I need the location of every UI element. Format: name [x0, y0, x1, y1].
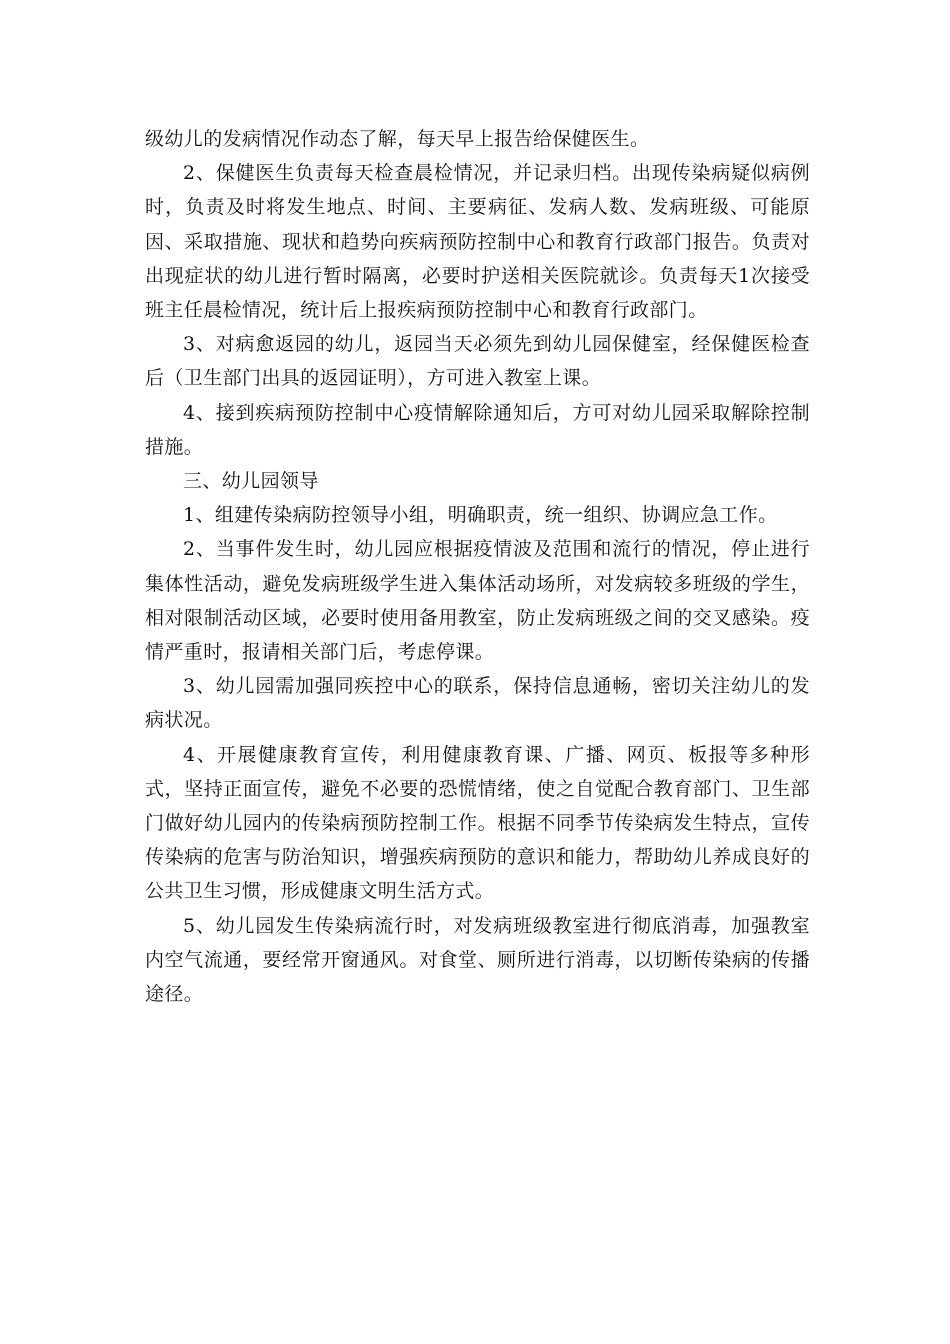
paragraph-leadership-item-5: 5、幼儿园发生传染病流行时，对发病班级教室进行彻底消毒，加强教室内空气流通，要经常开窗通风。对食堂、厕所进行消毒，以切断传染病的传播途径。: [145, 914, 810, 1006]
document-body: [145, 122, 810, 1011]
paragraph-continuation: 级幼儿的发病情况作动态了解，每天早上报告给保健医生。: [145, 128, 650, 150]
paragraph-item-2-health-doctor: 2、保健医生负责每天检查晨检情况，并记录归档。出现传染病疑似病例时，负责及时将发生地点、时间、主要病征、发病人数、发病班级、可能原因、采取措施、现状和趋势向疾病预防控制中心和教育行政部门报告。负责对出现症状的幼儿进行暂时隔离，必要时护送相关医院就诊。负责每天1次接受班主任晨检情况，统计后上报疾病预防控制中心和教育行政部门。: [145, 162, 810, 322]
paragraph-item-3-return-to-school: 3、对病愈返园的幼儿，返园当天必须先到幼儿园保健室，经保健医检查后（卫生部门出具的返园证明），方可进入教室上课。: [145, 333, 810, 390]
section-heading-kindergarten-leadership: 三、幼儿园领导: [183, 470, 319, 493]
paragraph-item-4-lift-control: 4、接到疾病预防控制中心疫情解除通知后，方可对幼儿园采取解除控制措施。: [145, 401, 810, 458]
paragraph-leadership-item-4: 4、开展健康教育宣传，利用健康教育课、广播、网页、板报等多种形式，坚持正面宣传，避免不必要的恐慌情绪，使之自觉配合教育部门、卫生部门做好幼儿园内的传染病预防控制工作。根据不同季节传染病发生特点，宣传传染病的危害与防治知识，增强疾病预防的意识和能力，帮助幼儿养成良好的公共卫生习惯，形成健康文明生活方式。: [145, 743, 810, 903]
paragraph-leadership-item-2: 2、当事件发生时，幼儿园应根据疫情波及范围和流行的情况，停止进行集体性活动，避免发病班级学生进入集体活动场所，对发病较多班级的学生，相对限制活动区域，必要时使用备用教室，防止发病班级之间的交叉感染。疫情严重时，报请相关部门后，考虑停课。: [145, 538, 810, 664]
paragraph-leadership-item-3: 3、幼儿园需加强同疾控中心的联系，保持信息通畅，密切关注幼儿的发病状况。: [145, 675, 810, 732]
paragraph-leadership-item-1: 1、组建传染病防控领导小组，明确职责，统一组织、协调应急工作。: [183, 504, 778, 527]
